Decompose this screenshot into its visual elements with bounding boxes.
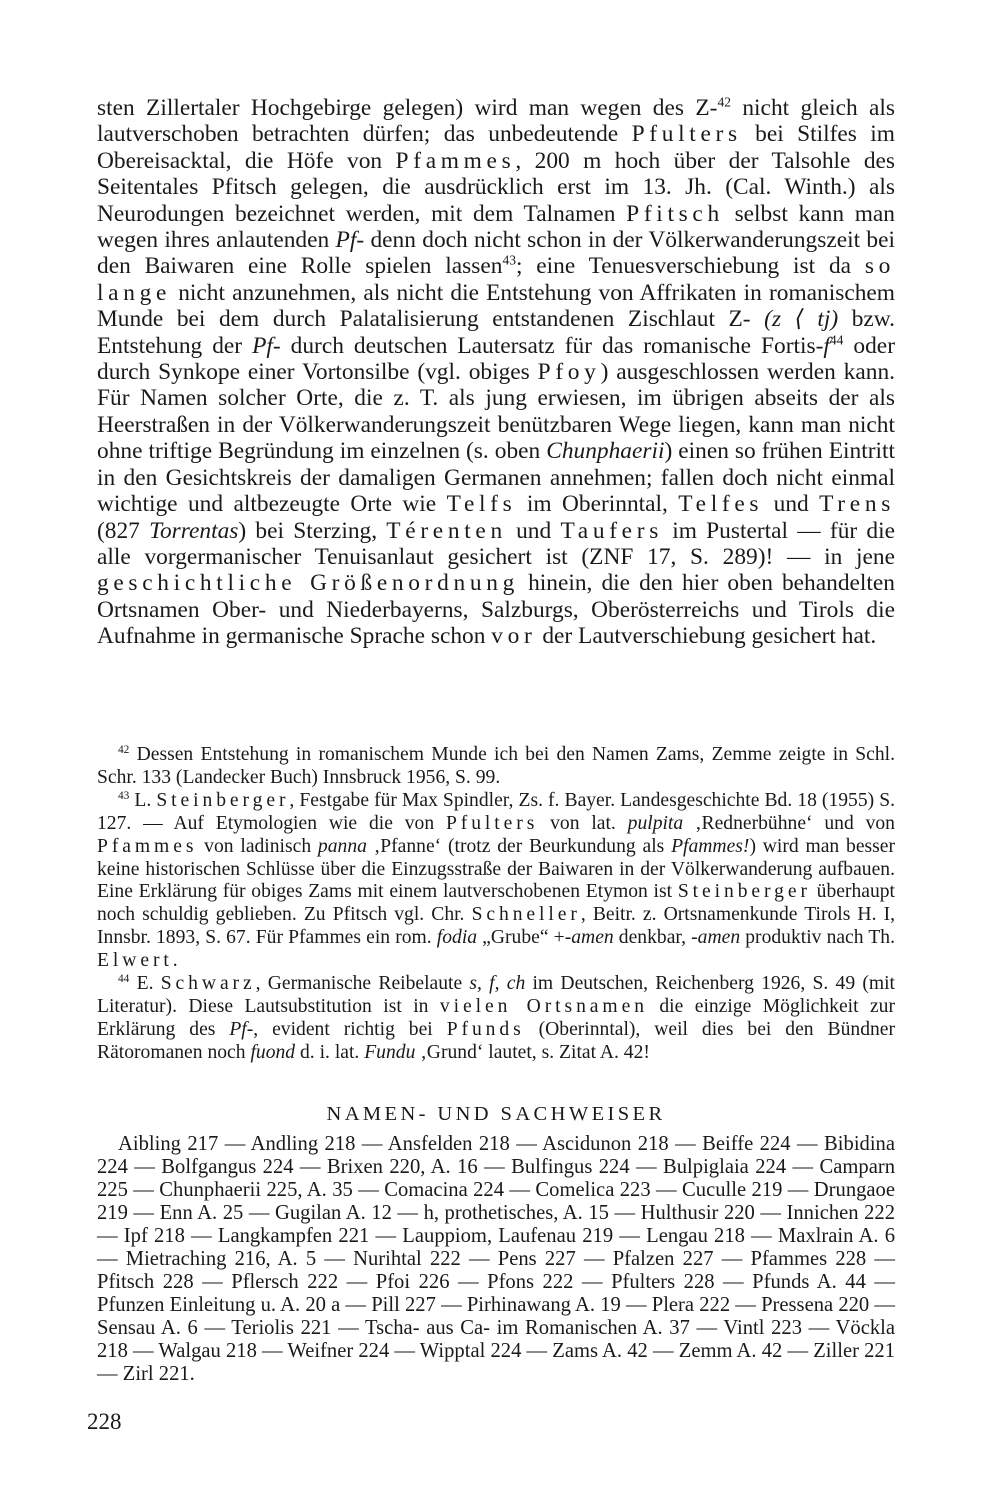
- footnote-42: $^{42}$ Dessen Entstehung in romanischem Munde ich bei den Namen Zams, Zemme zeigte in Schl. Schr. 133 (Landecker Buch) Innsbruck 1956, S. 99.: [97, 743, 895, 788]
- index-title: NAMEN- UND SACHWEISER: [326, 1103, 666, 1125]
- main-paragraph: [97, 95, 895, 650]
- page-number: 228: [87, 1409, 122, 1434]
- place-name: Pfammes: [395, 147, 516, 174]
- footnotes: [97, 744, 895, 1065]
- index-list: Aibling 217 — Andling 218 — Ansfelden 218 — Ascidunon 218 — Beiffe 224 — Bibidina 224 — Bolfgangus 224 — Brixen 220, A. 16 — Bulfingus 224 — Bulpiglaia 224 — Camparn 225 — Chunphaerii 225, A. 35 — Comacina 224 — Comelica 223 — Cuculle 219 — Drungaoe 219 — Enn A. 25 — Gugilan A. 12 — h, prothetisches, A. 15 — Hulthusir 220 — Innichen 222 — Ipf 218 — Langkampfen 221 — Lauppiom, Laufenau 219 — Lengau 218 — Maxlrain A. 6 — Mietraching 216, A. 5 — Nurihtal 222 — Pens 227 — Pfalzen 227 — Pfammes 228 — Pfitsch 228 — Pflersch 222 — Pfoi 226 — Pfons 222 — Pfulters 228 — Pfunds A. 44 — Pfunzen Einleitung u. A. 20 a — Pill 227 — Pirhinawang A. 19 — Plera 222 — Pressena 220 — Sensau A. 6 — Teriolis 221 — Tscha- aus Ca- im Romanischen A. 37 — Vintl 223 — Vöckla 218 — Walgau 218 — Weifner 224 — Wipptal 224 — Zams A. 42 — Zemm A. 42 — Ziller 221 — Zirl 221.: [97, 1133, 895, 1385]
- footnote-ref-43[interactable]: 43: [502, 253, 516, 269]
- footnote-ref-42[interactable]: 42: [717, 94, 731, 110]
- place-name: Telfs: [446, 491, 517, 518]
- footnote-ref-44[interactable]: 44: [829, 332, 844, 348]
- place-name: Pfoy: [537, 359, 601, 386]
- place-name: Pfulters: [631, 121, 742, 148]
- place-name: Telfes: [678, 491, 764, 518]
- place-name: Trens: [819, 491, 895, 518]
- place-name: Taufers: [560, 517, 663, 544]
- footnote-44: $^{44}$ E. Schwarz, Germanische Reibelaute s, f, ch im Deutschen, Reichenberg 1926, S. 49 (mit Literatur). Diese Lautsubstitution ist in vielen Ortsnamen die einzige Möglichkeit zur Erklärung des Pf-, evident richtig bei Pfunds (Oberinntal), weil dies bei den Bündner Rätoromanen noch fuond d. i. lat. Fundu ‚Grund‘ lautet, s. Zitat A. 42!: [97, 973, 896, 1063]
- place-name: Pfitsch: [626, 200, 724, 227]
- footnote-43: $^{43}$ L. Steinberger, Festgabe für Max Spindler, Zs. f. Bayer. Landesgeschichte Bd. 18 (1955) S. 127. — Auf Etymologien wie die von Pfulters von lat. pulpita ‚Rednerbühne‘ und von Pfammes von ladinisch panna ‚Pfanne‘ (trotz der Beurkundung als Pfammes!) wird man besser keine historischen Schlüsse über die Einzugsstraße der Baiwaren in der Völkerwanderung aufbauen. Eine Erklärung für obiges Zams mit einem lautverschobenen Etymon ist Steinberger überhaupt noch schuldig geblieben. Zu Pfitsch vgl. Chr. Schneller, Beitr. z. Ortsnamenkunde Tirols H. I, Innsbr. 1893, S. 67. Für Pfammes ein rom. fodia „Grube“ +-amen denkbar, -amen produktiv nach Th. Elwert.: [97, 789, 895, 972]
- main-text: sten Zillertaler Hochgebirge gelegen) wird man wegen des Z-$^{42}$ nicht gleich als lautverschoben betrachten dürfen; das unbedeutende Pfulters bei Stilfes im Obereisacktal, die Höfe von Pfammes, 200 m hoch über der Talsohle des Seitentales Pfitsch gelegen, die ausdrücklich erst im 13. Jh. (Cal. Winth.) als Neurodungen bezeichnet werden, mit dem Talnamen Pfitsch selbst kann man wegen ihres anlautenden Pf- denn doch nicht schon in der Völkerwanderungszeit bei den Baiwaren eine Rolle spielen lassen$^{43}$; eine Tenuesverschiebung ist da so lange nicht anzunehmen, als nicht die Entstehung von Affrikaten in romanischem Munde bei dem durch Palatalisierung entstandenen Zischlaut Z- (z ⟨ tj) bzw. Entstehung der Pf- durch deutschen Lautersatz für das romanische Fortis-$f^{44}$ oder durch Synkope einer Vortonsilbe (vgl. obiges Pfoy) ausgeschlossen werden kann. Für Namen solcher Orte, die z. T. als jung erwiesen, im übrigen abseits der als Heerstraßen in der Völkerwanderungszeit benützbaren Wege liegen, kann man nicht ohne triftige Begründung im einzelnen (s. oben Chunphaerii) einen so frühen Eintritt in den Gesichtskreis der damaligen Germanen annehmen; fallen doch nicht einmal wichtige und altbezeugte Orte wie Telfs im Oberinntal, Telfes und Trens (827 Torrentas) bei Sterzing, Térenten und Taufers im Pustertal — für die alle vorgermanischer Tenuisanlaut gesichert ist (ZNF 17, S. 289)! — in jene geschichtliche Größenordnung hinein, die den hier oben behandelten Ortsnamen Ober- und Niederbayerns, Salzburgs, Oberösterreichs und Tirols die Aufnahme in germanische Sprache schon vor der Lautverschiebung gesichert hat.: [97, 94, 896, 650]
- place-name: Térenten: [386, 517, 507, 544]
